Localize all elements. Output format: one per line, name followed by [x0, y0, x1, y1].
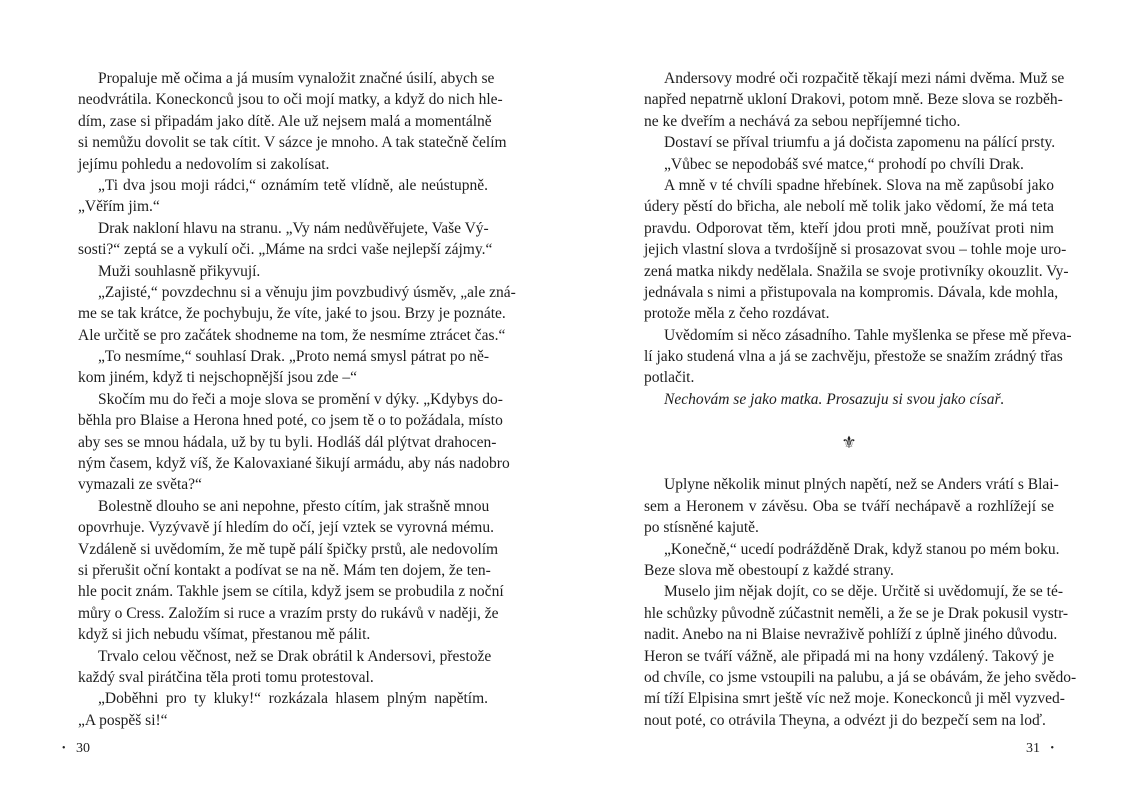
text-line: zená matka nikdy nedělala. Snažila se svoje protivníky okouzlit. Vy- [644, 262, 1069, 280]
left-page-text [78, 68, 516, 731]
text-line: napřed nepatrně ukloní Drakovi, potom mně. Beze slova se rozběh- [644, 91, 1063, 109]
text-line: po stísněné kajutě. [644, 519, 759, 537]
text-line: jejímu pohledu a nedovolím si zakolísat. [78, 155, 330, 173]
section-gap [644, 410, 1054, 431]
text-line: potlačit. [644, 369, 695, 387]
text-line: hle schůzky původně zúčastnit neměli, a že se je Drak pokusil vystr- [644, 604, 1069, 622]
text-line: každý sval pirátčina těla proti tomu protestoval. [78, 668, 374, 686]
text-line: me se tak krátce, že pochybuju, že víte, jaké to jsou. Brzy je poznáte. [78, 305, 506, 323]
text-line: sosti?“ zeptá se a vykulí oči. „Máme na srdci vaše nejlepší zájmy.“ [78, 241, 493, 259]
text-line: si přerušit oční kontakt a podívat se na ně. Mám ten dojem, že ten- [78, 561, 491, 579]
text-line: Ale určitě se pro začátek shodneme na tom, že nesmíme ztrácet čas.“ [78, 326, 506, 344]
text-line: neodvrátila. Koneckonců jsou to oči mojí matky, a když do nich hle- [78, 91, 503, 109]
text-line: ne ke dveřím a nechává za sebou nepříjemné ticho. [644, 112, 961, 130]
text-line: dím, zase si připadám jako dítě. Ale už nejsem malá a momentálně [78, 112, 492, 130]
text-line: Heron se tváří vážně, ale připadá mi na hony vzdálený. Takový je [644, 647, 1054, 665]
text-line: „Věřím jim.“ [78, 198, 160, 216]
text-line: „To nesmíme,“ souhlasí Drak. „Proto nemá smysl pátrat po ně- [98, 348, 490, 366]
section-gap [644, 453, 1054, 474]
text-line: „A pospěš si!“ [78, 711, 168, 729]
text-line: si nemůžu dovolit se tak cítit. V sázce je mnoho. A tak statečně čelím [78, 134, 507, 152]
text-line: protože měla z čeho rozdávat. [644, 305, 830, 323]
text-line: Dostaví se příval triumfu a já dočista zapomenu na pálící prsty. [664, 134, 1056, 152]
text-line: Vzdáleně si uvědomím, že mě tupě pálí špičky prstů, ale nedovolím [78, 540, 499, 558]
text-line: jednávala s nimi a přistupovala na kompromis. Dávala, kde mohla, [644, 283, 1059, 301]
text-line: údery pěstí do břicha, ale nebolí mě tolik jako vědomí, že má teta [644, 198, 1054, 216]
text-line: Skočím mu do řeči a moje slova se promění v dýky. „Kdybys do- [98, 390, 503, 408]
folio-bullet-icon: • [1050, 743, 1054, 755]
text-line: jejich vlastní slova a tvrdošíjně si prosazovat svou – tohle moje uro- [644, 241, 1067, 259]
text-line: Beze slova mě obestoupí z každé strany. [644, 561, 894, 579]
right-page [566, 0, 1132, 800]
text-line: „Ti dva jsou moji rádci,“ oznámím tetě vlídně, ale neústupně. [98, 176, 488, 194]
fleur-de-lis-ornament-icon: ⚜ [841, 432, 857, 452]
text-line: od chvíle, co jsme vstoupili na palubu, a já se obávám, že jeho svědo- [644, 668, 1077, 686]
text-line: ným časem, když víš, že Kalovaxiané šikují armádu, aby nás nadobro [78, 455, 510, 473]
text-line: Drak nakloní hlavu na stranu. „Vy nám nedůvěřujete, Vaše Vý- [98, 219, 489, 237]
folio-bullet-icon: • [62, 743, 66, 755]
right-text-section-1 [644, 68, 1072, 410]
text-line: vymazali ze světa?“ [78, 476, 202, 494]
text-line: A mně v té chvíli spadne hřebínek. Slova na mě zapůsobí jako [664, 176, 1054, 194]
text-line: mí tíží Elpisina smrt ještě víc než moje. Koneckonců ji měl vyzved- [644, 690, 1065, 708]
text-line: pravdu. Odporovat těm, kteří jdou proti mně, používat proti nim [644, 219, 1054, 237]
page-number-label: 31 [1025, 741, 1040, 756]
text-line: „Vůbec se nepodobáš své matce,“ prohodí po chvíli Drak. [664, 155, 1024, 173]
text-line: kom jiném, když ti nejschopnější jsou zde –“ [78, 369, 357, 387]
text-line: Bolestně dlouho se ani nepohne, přesto cítím, jak strašně mnou [98, 497, 490, 515]
text-line: aby ses se mnou hádala, už by tu byli. Hodláš dál plýtvat drahocen- [78, 433, 497, 451]
text-line: běhla pro Blaise a Herona hned poté, co jsem tě o to požádala, místo [78, 412, 503, 430]
text-line: Propaluje mě očima a já musím vynaložit značné úsilí, abych se [98, 70, 495, 87]
text-line: opovrhuje. Vyzývavě jí hledím do očí, její vztek se vyrovná mému. [78, 519, 494, 537]
text-line: „Zajisté,“ povzdechnu si a věnuju jim povzbudivý úsměv, „ale zná- [98, 283, 516, 301]
text-line: „Konečně,“ ucedí podrážděně Drak, když stanou po mém boku. [664, 540, 1060, 558]
text-line: Nechovám se jako matka. Prosazuju si svou jako císař. [664, 390, 1005, 408]
page-number-label: 30 [76, 741, 91, 756]
text-line: Uvědomím si něco zásadního. Tahle myšlenka se přese mě převa- [664, 326, 1072, 344]
right-page-number [1026, 741, 1054, 757]
text-line: Muži souhlasně přikyvují. [98, 262, 261, 280]
text-line: Andersovy modré oči rozpačitě těkají mezi námi dvěma. Muž se [664, 70, 1065, 87]
text-line: lí jako studená vlna a já se zachvěju, přestože se snažím zrádný třas [644, 348, 1063, 366]
text-line: můry o Cress. Založím si ruce a vrazím prsty do rukávů v naději, že [78, 604, 499, 622]
left-page-number [62, 741, 90, 757]
text-line: „Doběhni pro ty kluky!“ rozkázala hlasem plným napětím. [98, 690, 488, 708]
text-line: nout poté, co otrávila Theyna, a odvézt ji do bezpečí sem na loď. [644, 711, 1046, 729]
text-line: hle pocit znám. Takhle jsem se cítila, když jsem se probudila z noční [78, 583, 504, 601]
text-line: nadit. Anebo na ni Blaise nevraživě pohlíží z úplně jiného důvodu. [644, 626, 1058, 644]
text-line: Uplyne několik minut plných napětí, než se Anders vrátí s Blai- [664, 476, 1059, 494]
text-line: sem a Heronem v závěsu. Oba se tváří nechápavě a rozhlížejí se [644, 497, 1054, 515]
text-line: Trvalo celou věčnost, než se Drak obrátil k Andersovi, přestože [98, 647, 492, 665]
text-line: Muselo jim nějak dojít, co se děje. Určitě si uvědomují, že se té- [664, 583, 1064, 601]
text-line: když si jich nebudu všímat, přestanou mě pálit. [78, 626, 371, 644]
right-text-section-2 [644, 474, 1077, 731]
right-page-text [644, 68, 1077, 731]
